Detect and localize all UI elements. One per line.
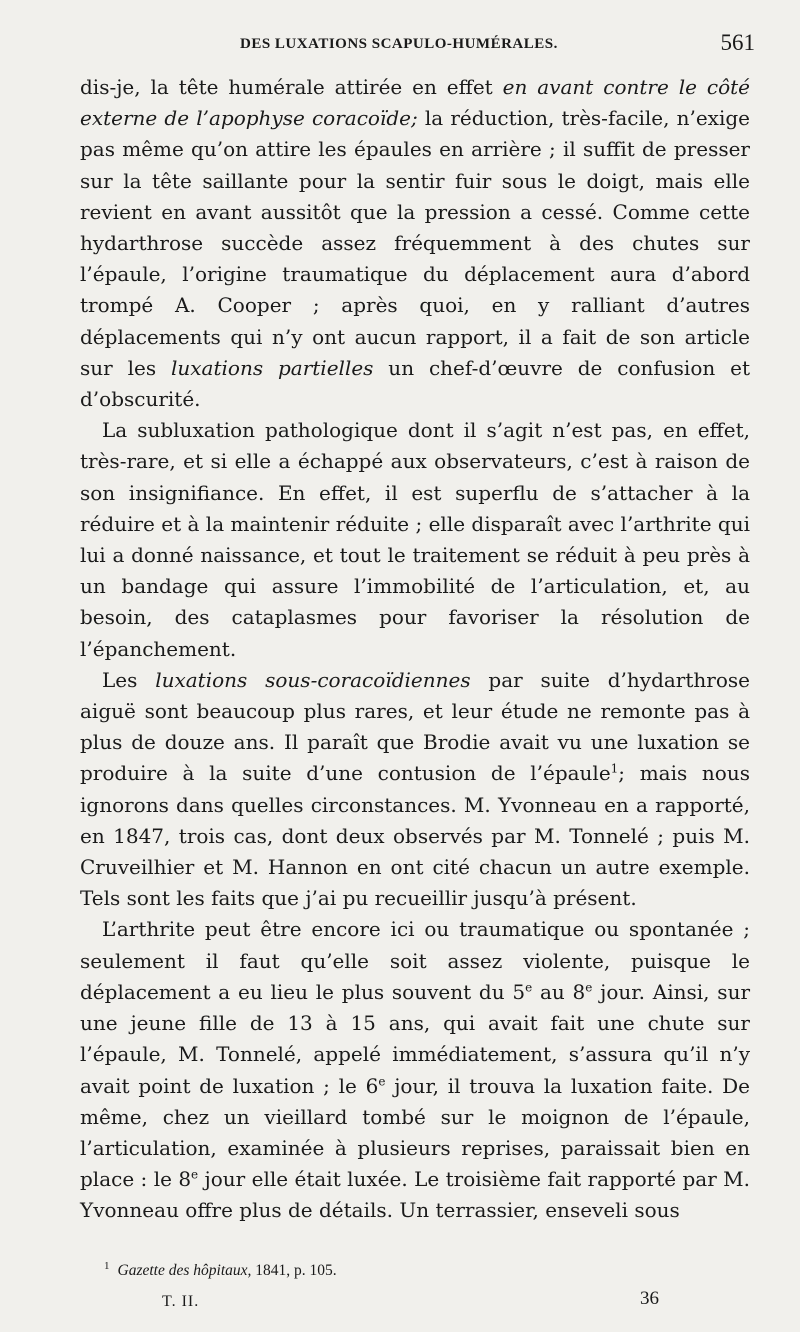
footnote <box>104 1260 744 1280</box>
paragraph-3: Les luxations sous-coracoïdiennes par suite d’hydarthrose aiguë sont beaucoup plus rares, et leur étude ne remonte pas à plus de douze ans. Il paraît que Brodie avait vu une luxation se produire à la suite d’une contusion de l’épaule$^1$; mais nous ignorons dans quelles circonstances. M. Yvonneau en a rapporté, en 1847, trois cas, dont deux observés par M. Tonnelé ; puis M. Cruveilhier et M. Hannon en ont cité chacun un autre exemple. Tels sont les faits que j’ai pu recueillir jusqu’à présent. <box>80 667 750 911</box>
paragraph-4: L’arthrite peut être encore ici ou traumatique ou spontanée ; seulement il faut qu’elle soit assez violente, puisque le déplacement a eu lieu le plus souvent du 5e au 8e jour. Ainsi, sur une jeune fille de 13 à 15 ans, qui avait fait une chute sur l’épaule, M. Tonnelé, appelé immédiatement, s’assura qu’il n’y avait point de luxation ; le 6e jour, il trouva la luxation faite. De même, chez un vieillard tombé sur le moignon de l’épaule, l’articulation, examinée à plusieurs reprises, paraissait bien en place : le 8e jour elle était luxée. Le troisième fait rapporté par M. Yvonneau offre plus de détails. Un terrassier, enseveli sous <box>80 917 751 1223</box>
volume-mark: T. II. <box>162 1293 200 1310</box>
signature-mark: 36 <box>640 1288 659 1309</box>
paragraph-2: La subluxation pathologique dont il s’agit n’est pas, en effet, très-rare, et si elle a échappé aux observateurs, c’est à raison de son insignifiance. En effet, il est superflu de s’attacher à la réduire et à la maintenir réduite ; elle disparaît avec l’arthrite qui lui a donné naissance, et tout le traitement se réduit à peu près à un bandage qui assure l’immobilité de l’articulation, et, au besoin, des cataplasmes pour favoriser la résolution de l’épanchement. <box>80 418 750 661</box>
footnote-citation: 1841, p. 105. <box>251 1262 337 1280</box>
running-title: DES LUXATIONS SCAPULO-HUMÉRALES. <box>240 36 558 52</box>
footnote-marker: 1 <box>104 1260 110 1272</box>
footnote-reference: 1 <box>610 761 619 776</box>
page-header <box>80 30 755 60</box>
paragraph-1: dis-je, la tête humérale attirée en effet en avant contre le côté externe de l’apophyse coracoïde; la réduction, très-facile, n’exige pas même qu’on attire les épaules en arrière ; il suffit de presser sur la tête saillante pour la sentir fuir sous le doigt, mais elle revient en avant aussitôt que la pression a cessé. Comme cette hydarthrose succède assez fréquemment à des chutes sur l’épaule, l’origine traumatique du déplacement aura d’abord trompé A. Cooper ; après quoi, en y ralliant d’autres déplacements qui n’y ont aucun rapport, il a fait de son article sur les luxations partielles un chef-d’œuvre de confusion et d’obscurité. <box>80 75 750 412</box>
footnote-source: Gazette des hôpitaux, <box>117 1262 252 1280</box>
page-number: 561 <box>720 30 755 55</box>
body-text <box>80 72 750 1227</box>
